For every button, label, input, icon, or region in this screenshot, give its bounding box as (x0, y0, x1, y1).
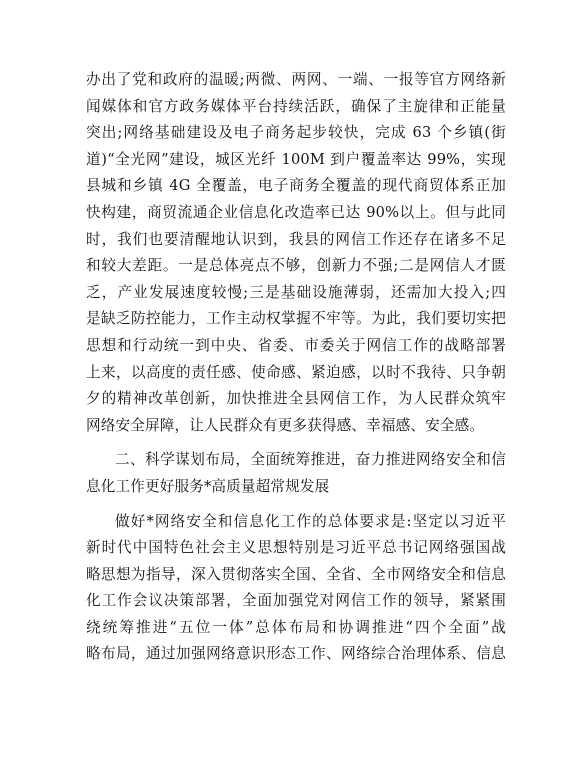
text-line: 是缺乏防控能力，工作主动权掌握不牢等。为此，我们要切实把 (86, 310, 506, 328)
paragraph-gap (86, 439, 506, 447)
heading-line: 二、科学谋划布局，全面统筹推进，奋力推进网络安全和信 (115, 451, 506, 469)
text-line: 新时代中国特色社会主义思想特别是习近平总书记网络强国战 (86, 539, 506, 557)
text-line: 绕统筹推进“五位一体”总体布局和协调推进“四个全面”战 (86, 618, 506, 636)
paragraph-achievements (86, 67, 506, 439)
heading-line: 息化工作更好服务*高质量超常规发展 (86, 477, 330, 495)
text-line: 做好*网络安全和信息化工作的总体要求是:坚定以习近平 (115, 512, 506, 530)
paragraph-requirements (86, 509, 506, 669)
text-line: 时，我们也要清醒地认识到，我县的网信工作还存在诸多不足 (86, 230, 506, 248)
text-line: 道)“全光网”建设，城区光纤 100M 到户覆盖率达 99%，实现 (86, 150, 506, 168)
document-page (86, 67, 506, 668)
text-line: 和较大差距。一是总体亮点不够，创新力不强;二是网信人才匮 (86, 257, 506, 275)
text-line: 夕的精神改革创新，加快推进全县网信工作，为人民群众筑牢 (86, 390, 506, 408)
text-line: 闻媒体和官方政务媒体平台持续活跃，确保了主旋律和正能量 (86, 97, 506, 115)
text-line: 略思想为指导，深入贯彻落实全国、全省、全市网络安全和信息 (86, 565, 506, 583)
text-line: 快构建，商贸流通企业信息化改造率已达 90%以上。但与此同 (86, 203, 506, 221)
text-line: 化工作会议决策部署，全面加强党对网信工作的领导，紧紧围 (86, 592, 506, 610)
text-line: 略布局，通过加强网络意识形态工作、网络综合治理体系、信息 (86, 645, 506, 663)
text-line: 乏，产业发展速度较慢;三是基础设施薄弱，还需加大投入;四 (86, 283, 506, 301)
text-line: 思想和行动统一到中央、省委、市委关于网信工作的战略部署 (86, 336, 506, 354)
text-line: 县城和乡镇 4G 全覆盖，电子商务全覆盖的现代商贸体系正加 (86, 177, 506, 195)
text-line: 上来，以高度的责任感、使命感、紧迫感，以时不我待、只争朝 (86, 363, 506, 381)
text-line: 网络安全屏障，让人民群众有更多获得感、幸福感、安全感。 (86, 416, 485, 434)
text-line: 突出;网络基础建设及电子商务起步较快，完成 63 个乡镇(街 (86, 124, 506, 142)
section-heading-2 (86, 447, 506, 500)
paragraph-gap (86, 501, 506, 509)
text-line: 办出了党和政府的温暖;两微、两网、一端、一报等官方网络新 (86, 71, 506, 88)
